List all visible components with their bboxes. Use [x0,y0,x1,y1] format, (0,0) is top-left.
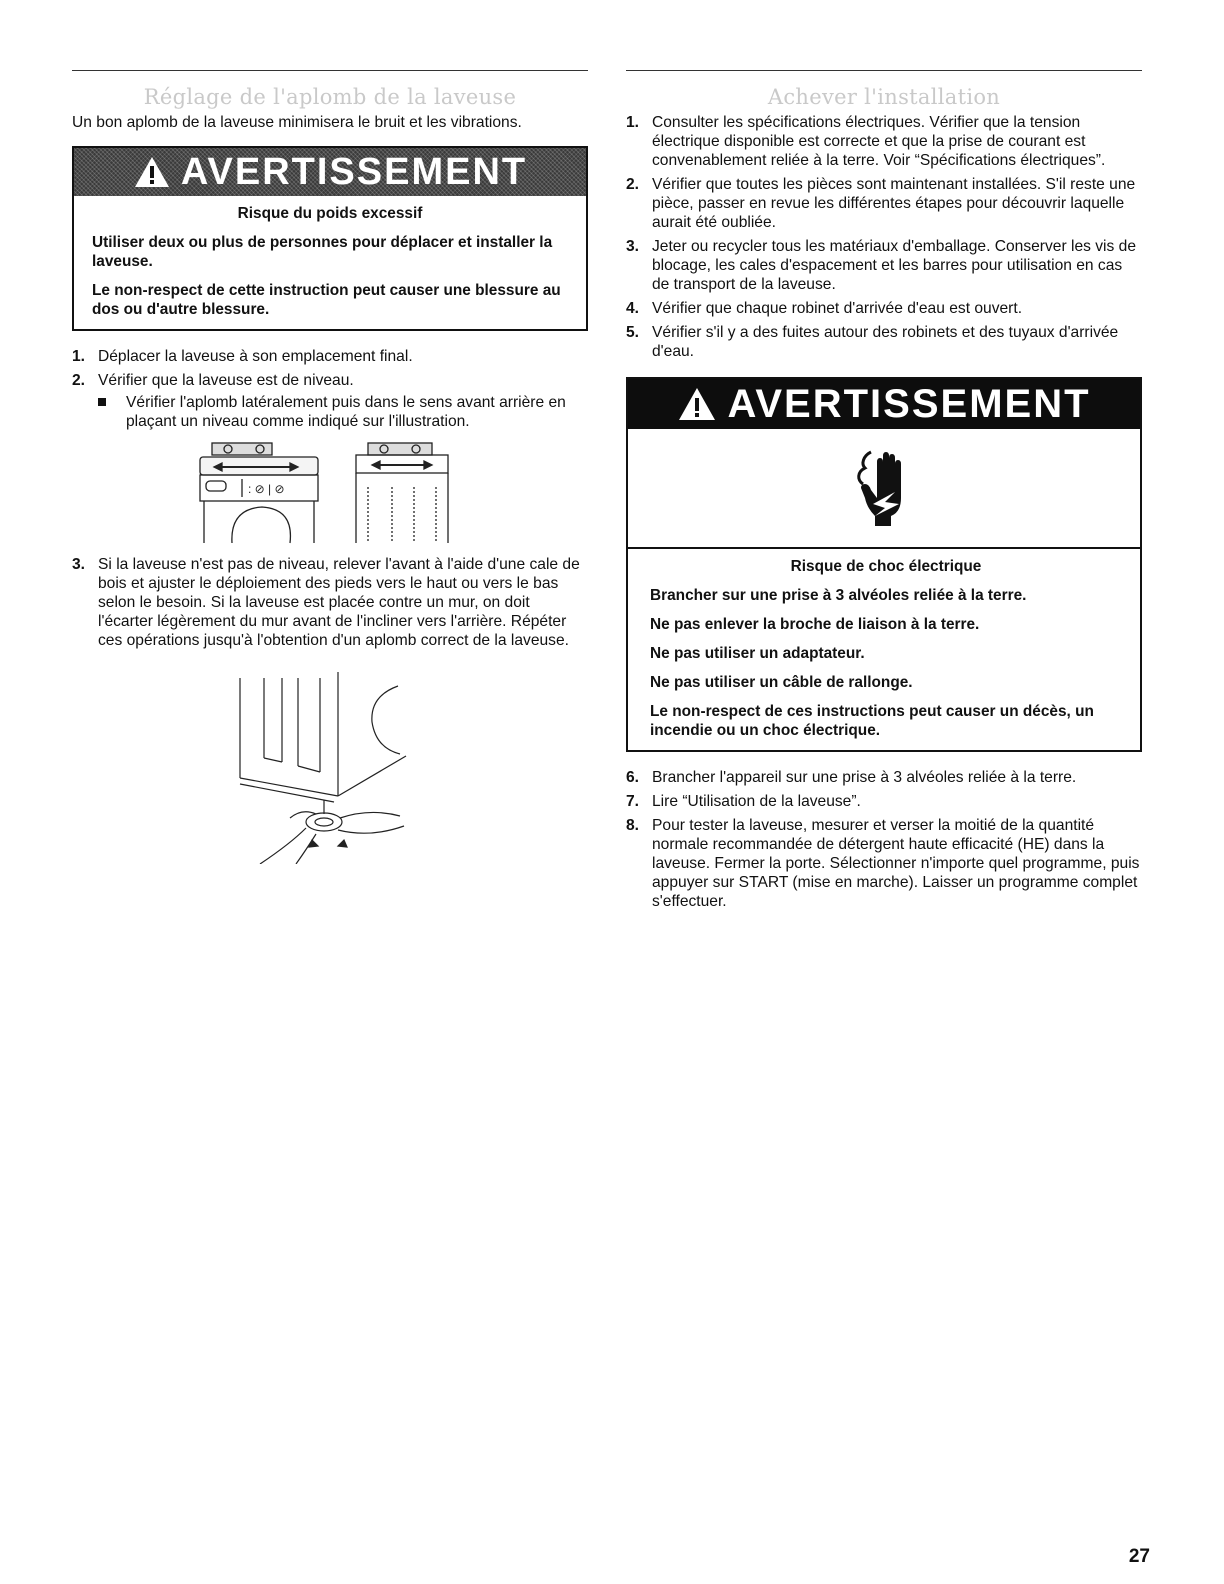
warning-line: Brancher sur une prise à 3 alvéoles reliée à la terre. [650,587,1027,604]
warning-triangle-icon [133,155,171,189]
top-rule [626,70,1142,71]
warning-hazard: Risque de choc électrique [790,558,982,575]
step-item: 4. Vérifier que chaque robinet d'arrivée d'eau est ouvert. [626,300,1023,317]
electric-shock-hand-icon [849,446,919,530]
warning-triangle-icon [677,386,717,422]
warning-line: Ne pas enlever la broche de liaison à la terre. [650,616,980,633]
step-item: 6. Brancher l'appareil sur une prise à 3 alvéoles reliée à la terre. [626,769,1077,786]
warning-line: Ne pas utiliser un adaptateur. [650,645,865,662]
step-item: 2. Vérifier que la laveuse est de niveau. Vérifier l'aplomb latéralement puis dans le sens avant arrière en plaçant un niveau comme indiqué sur l'illustration. [72,371,588,431]
warning-line: Le non-respect de cette instruction peut causer une blessure au dos ou d'autre blessure. [92,282,561,318]
step-item: 1. Déplacer la laveuse à son emplacement final. [72,348,413,365]
level-check-illustration [170,437,490,545]
warning-header [74,148,586,196]
bullet-item: Vérifier l'aplomb latéralement puis dans le sens avant arrière en plaçant un niveau comme indiqué sur l'illustration. [98,393,588,431]
foot-adjustment-illustration [220,668,440,864]
electric-warning-box [626,377,1142,752]
weight-warning-box [72,146,588,331]
step-item: 3. Jeter ou recycler tous les matériaux d'emballage. Conserver les vis de blocage, les cales d'espacement et les barres pour utilisation en cas de transport de la laveuse. [626,238,1137,293]
electric-shock-area [628,429,1140,549]
bullet-square-icon [98,398,106,406]
warning-header-text: AVERTISSEMENT [727,381,1091,426]
warning-line: Utiliser deux ou plus de personnes pour déplacer et installer la laveuse. [92,234,553,270]
warning-header-text: AVERTISSEMENT [180,150,528,193]
top-rule [72,70,588,71]
step-item: 8. Pour tester la laveuse, mesurer et verser la moitié de la quantité normale recommandée de détergent haute efficacité (HE) dans la laveuse. Fermer la porte. Sélectionner n'importe quel programme, puis appuyer sur START (mise en marche). Laisser un programme complet s'effectuer. [626,817,1140,910]
warning-header [628,379,1140,429]
right-column [626,70,1142,916]
page-number: 27 [1128,1546,1150,1567]
section-title-complete-install: Achever l'installation [767,85,1001,109]
install-steps [626,113,1142,361]
warning-line: Le non-respect de ces instructions peut causer un décès, un incendie ou un choc électrique. [650,703,1094,739]
warning-body [74,196,586,329]
install-steps-continued [626,768,1142,911]
step-item: 1. Consulter les spécifications électriques. Vérifier que la tension électrique disponible est correcte et que la prise de courant est convenablement reliée à la terre. Voir “Spécifications électriques”. [626,114,1106,169]
step-item: 7. Lire “Utilisation de la laveuse”. [626,793,861,810]
left-column [72,70,588,874]
warning-body [628,549,1140,750]
warning-hazard: Risque du poids excessif [237,205,423,222]
leveling-steps-continued [72,555,588,650]
step-item: 2. Vérifier que toutes les pièces sont maintenant installées. S'il reste une pièce, passer en revue les différentes étapes pour découvrir laquelle aurait été oubliée. [626,176,1136,231]
leveling-intro: Un bon aplomb de la laveuse minimisera le bruit et les vibrations. [72,114,522,131]
svg-text:: ⊘ | ⊘: : ⊘ | ⊘ [248,482,285,496]
warning-line: Ne pas utiliser un câble de rallonge. [650,674,913,691]
step-item: 3. Si la laveuse n'est pas de niveau, relever l'avant à l'aide d'une cale de bois et ajuster le déploiement des pieds vers le haut ou vers le bas selon le besoin. Si la laveuse est placée contre un mur, on doit l'écarter légèrement du mur avant de l'incliner vers l'arrière. Répéter ces opérations jusqu'à l'obtention d'un aplomb correct de la laveuse. [72,556,580,649]
section-title-leveling: Réglage de l'aplomb de la laveuse [143,85,517,109]
step-item: 5. Vérifier s'il y a des fuites autour des robinets et des tuyaux d'arrivée d'eau. [626,324,1119,360]
leveling-steps [72,347,588,431]
